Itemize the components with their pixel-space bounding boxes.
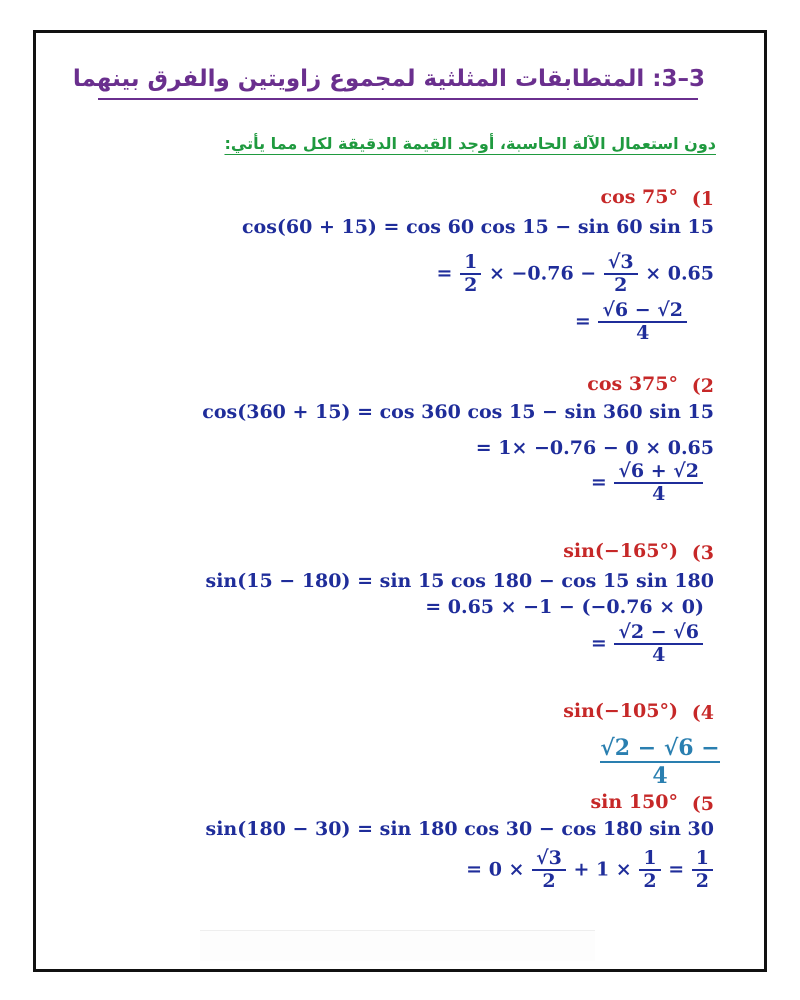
problem-5-step-2 xyxy=(466,848,714,893)
problem-5-number: (5 xyxy=(691,793,714,815)
problem-5-step-1: sin(180 − 30) = sin 180 cos 30 − cos 180 sin 30 xyxy=(205,818,714,840)
fraction-root3-over-2 xyxy=(606,252,636,297)
problem-1-result xyxy=(575,300,688,345)
equals-sign: = xyxy=(574,310,591,333)
fraction-numerator: √3 xyxy=(607,251,634,273)
result-fraction xyxy=(694,848,711,893)
problem-2-step-2: = 1× −0.76 − 0 × 0.65 xyxy=(475,437,714,459)
equals-sign: = xyxy=(590,471,607,494)
equals-sign: = xyxy=(436,262,453,285)
step-text: + 1 × xyxy=(573,858,632,881)
fraction-one-half xyxy=(641,848,658,893)
fraction-denominator: 2 xyxy=(692,869,713,893)
fraction-numerator: √2 − √6 xyxy=(618,621,699,643)
fraction-denominator: 2 xyxy=(532,869,566,893)
problem-4-number: (4 xyxy=(691,702,714,724)
problem-3-result xyxy=(591,622,704,667)
fraction-denominator: 4 xyxy=(614,643,703,667)
problem-2-number: (2 xyxy=(691,375,714,397)
problem-1-number: (1 xyxy=(691,188,714,210)
problem-4-expression: sin(−105°) xyxy=(563,700,678,722)
result-fraction xyxy=(600,300,685,345)
fraction-numerator: √3 xyxy=(536,847,562,869)
problem-1-step-1: cos(60 + 15) = cos 60 cos 15 − sin 60 sin 15 xyxy=(241,216,714,238)
problem-3-number: (3 xyxy=(691,542,714,564)
title-underline xyxy=(98,98,698,100)
fraction-numerator: 1 xyxy=(643,847,657,869)
result-fraction xyxy=(616,622,701,667)
problem-1-expression: cos 75° xyxy=(600,186,678,208)
step-text: × −0.76 − xyxy=(488,262,597,285)
problem-1-step-2 xyxy=(437,252,714,297)
fraction-numerator: 1 xyxy=(464,251,478,273)
answer-denominator: 4 xyxy=(600,761,720,789)
fraction-root3-over-2 xyxy=(534,848,564,893)
section-title: 3–3: المتطابقات المثلثية لمجموع زاويتين والفرق بينهما xyxy=(72,66,705,92)
fraction-numerator: √6 − √2 xyxy=(602,299,683,321)
result-fraction xyxy=(616,461,701,506)
fraction-numerator: √6 + √2 xyxy=(618,460,699,482)
fraction-denominator: 4 xyxy=(598,321,687,345)
fraction-denominator: 2 xyxy=(639,869,660,893)
problem-4-answer xyxy=(600,735,720,789)
step-text: = 0 × xyxy=(466,858,525,881)
answer-numerator: √2 − √6 − xyxy=(600,735,720,761)
problem-3-expression: sin(−165°) xyxy=(563,540,678,562)
fraction-denominator: 4 xyxy=(614,482,703,506)
problem-2-result xyxy=(591,461,704,506)
fraction-one-half xyxy=(462,252,479,297)
problem-2-step-1: cos(360 + 15) = cos 360 cos 15 − sin 360 sin 15 xyxy=(202,401,714,423)
fraction-denominator: 2 xyxy=(460,273,481,297)
fraction-denominator: 2 xyxy=(604,273,638,297)
step-text: = xyxy=(668,858,685,881)
problem-5-expression: sin 150° xyxy=(590,791,678,813)
equals-sign: = xyxy=(590,632,607,655)
problem-3-step-2: = 0.65 × −1 − (−0.76 × 0) xyxy=(425,596,704,618)
fraction-numerator: 1 xyxy=(695,847,709,869)
step-text: × 0.65 xyxy=(645,262,714,285)
problem-3-step-1: sin(15 − 180) = sin 15 cos 180 − cos 15 sin 180 xyxy=(205,570,714,592)
instruction-text: دون استعمال الآلة الحاسبة، أوجد القيمة الدقيقة لكل مما يأتي: xyxy=(224,134,716,153)
problem-2-expression: cos 375° xyxy=(587,373,678,395)
blank-footer-area xyxy=(200,930,595,961)
